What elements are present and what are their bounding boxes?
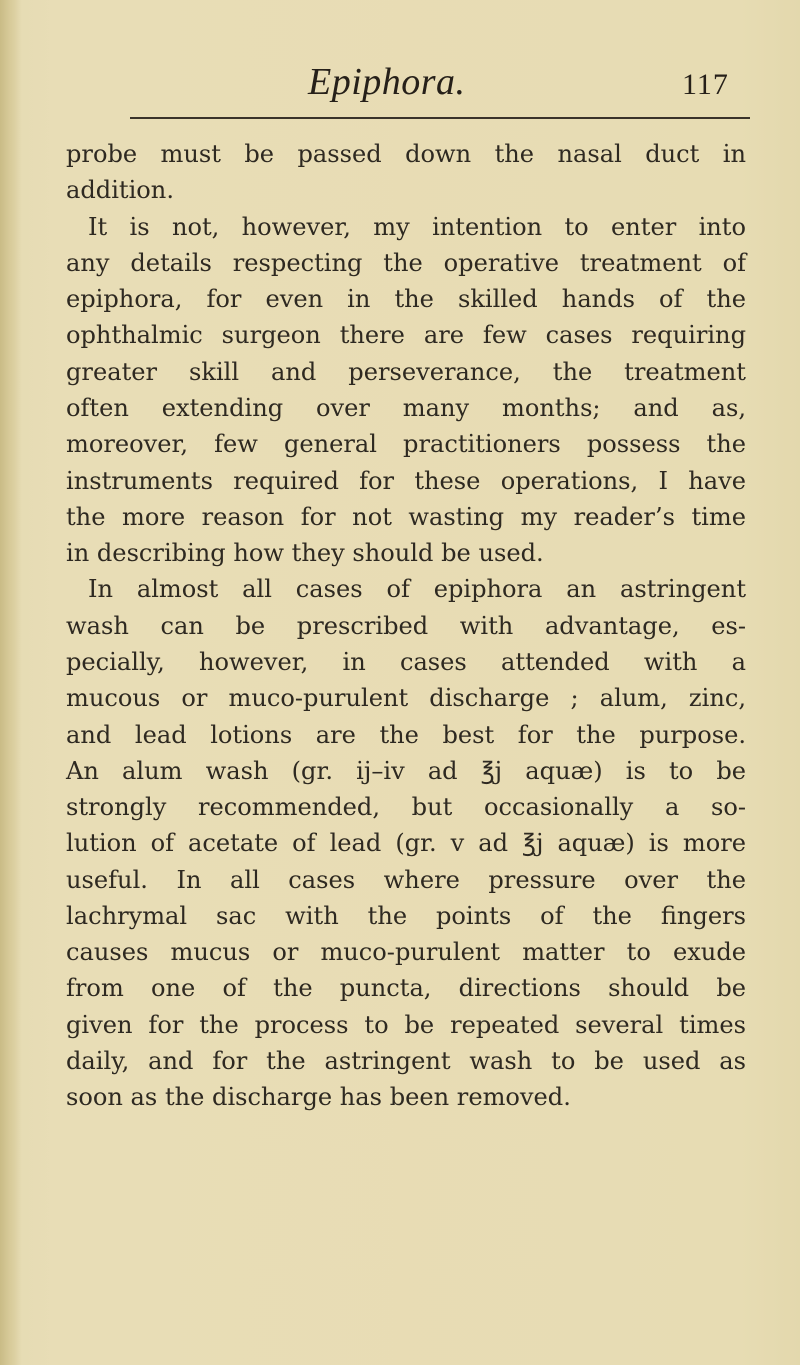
- text-line: and lead lotions are the best for the purpose.: [66, 720, 746, 749]
- text-line: daily, and for the astringent wash to be used as: [66, 1047, 746, 1076]
- text-line: the more reason for not wasting my reader’s time: [66, 502, 746, 531]
- text-line: mucous or muco-purulent discharge ; alum, zinc,: [66, 684, 746, 713]
- text-line: It is not, however, my intention to enter into: [88, 212, 746, 241]
- text-line: moreover, few general practitioners possess the: [66, 430, 746, 459]
- running-head: [0, 50, 800, 110]
- text-line: ophthalmic surgeon there are few cases requiring: [66, 321, 746, 350]
- text-line: In almost all cases of epiphora an astringent: [88, 575, 746, 604]
- body-text: [66, 136, 746, 1116]
- header-rule: [130, 117, 750, 119]
- text-line: from one of the puncta, directions should be: [66, 974, 746, 1003]
- text-line: strongly recommended, but occasionally a so-: [66, 793, 746, 822]
- text-line: causes mucus or muco-purulent matter to exude: [66, 938, 746, 967]
- text-line: lution of acetate of lead (gr. v ad ℥j aquæ) is more: [66, 829, 746, 858]
- text-line: lachrymal sac with the points of the fingers: [66, 901, 746, 930]
- page-number: 117: [682, 68, 729, 101]
- text-line: often extending over many months; and as,: [66, 393, 746, 422]
- text-line: instruments required for these operations, I have: [66, 466, 746, 495]
- text-line: in describing how they should be used.: [66, 539, 544, 568]
- text-line: probe must be passed down the nasal duct in: [66, 140, 746, 168]
- text-line: An alum wash (gr. ij–iv ad ℥j aquæ) is to be: [66, 756, 746, 785]
- text-line: addition.: [66, 176, 174, 205]
- page-binding-edge: [0, 0, 22, 1365]
- text-line: epiphora, for even in the skilled hands of the: [66, 285, 746, 314]
- running-title: Epiphora.: [308, 61, 466, 103]
- text-line: any details respecting the operative treatment of: [66, 248, 746, 277]
- text-line: useful. In all cases where pressure over the: [66, 865, 746, 894]
- text-line: soon as the discharge has been removed.: [66, 1083, 571, 1112]
- text-line: given for the process to be repeated several times: [66, 1010, 746, 1039]
- text-line: pecially, however, in cases attended with a: [66, 647, 746, 676]
- text-line: wash can be prescribed with advantage, es-: [66, 611, 746, 640]
- text-line: greater skill and perseverance, the treatment: [66, 357, 746, 386]
